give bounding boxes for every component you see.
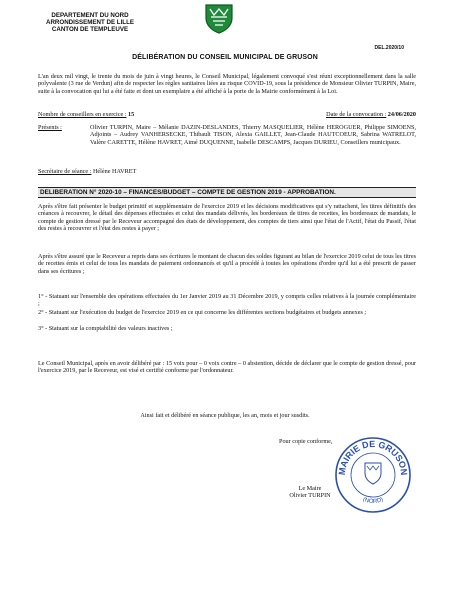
svg-text:(NORD): (NORD) [361,496,385,506]
department-label: DEPARTEMENT DU NORD [51,12,129,19]
item-2: 2° - Statuant sur l'exécution du budget de l'exercice 2019 en ce qui concerne les différentes sections budgétaires et budgets annexes ; [38,309,367,316]
intro-paragraph: L'an deux mil vingt, le trente du mois de juin à vingt heures, le Conseil Municipal, légalement convoqué s'est réuni exceptionnellement dans la salle polyvalente (3 rue de Verdun) afin de respecter les règles sanitaires liées au risque COVID-19, sous la présidence de Monsieur Olivier TURPIN, Maire, suite à la convocation qui lui a été faite et dont un exemplaire a été affiché à la porte de la Mairie conformément à la Loi. [38,73,416,95]
secretary-label: Secrétaire de séance : [38,168,92,175]
stamp-crest-icon [365,463,381,484]
presents-list: Olivier TURPIN, Maire – Mélanie DAZIN-DESLANDES, Thierry MASQUELIER, Hélène HEROGUER, Philippe SIMOENS, Adjoints – Audrey VANHERSECKE, Thibault TISON, Alexia GAILLET, Jean-Claude HAUTCOEUR, Sabrina WATRELOT, Valère CARETTE, Hélène HAVRET, Aimé DUQUENNE, Isabelle DESCAMPS, Jacques DURIEU, Conseillers municipaux. [90,124,416,146]
secretary-line [38,168,416,175]
deliberation-title: DELIBERATION N° 2020-10 – FINANCES/BUDGET – COMPTE DE GESTION 2019 - APPROBATION. [38,187,416,198]
item-3: 3° - Statuant sur la comptabilité des valeurs inactives ; [38,325,173,332]
reference-number: DEL.2020/10 [374,45,404,51]
mairie-stamp [333,435,413,515]
signature-name: Olivier TURPIN [289,492,331,500]
convocation-date-value: 24/06/2020 [387,111,416,118]
convocation-date-label: Date de la convocation : [326,111,387,118]
item-1: 1° - Statuant sur l'ensemble des opérations effectuées du 1er Janvier 2019 au 31 Décembre 2019, y compris celles relatives à la journée complémentaire ; [38,293,416,308]
signature-role: Le Maire [298,485,322,492]
copy-statement: Pour copie conforme, [279,438,333,445]
document-title: DÉLIBÉRATION DU CONSEIL MUNICIPAL DE GRUSON [132,54,318,61]
convocation-date [326,111,416,118]
presents-label: Présents : [38,124,62,131]
paragraph-budget: Après s'être fait présenter le budget primitif et supplémentaire de l'exercice 2019 et les décisions modificatives qui s'y rattachent, les titres définitifs des créances à recouvrer, le détail des dépenses effectuées et celui des mandats délivrés, les bordereaux de titres de recettes, les bordereaux de mandats, le compte de gestion dressé par le Receveur accompagné des états de développement, des comptes de tiers ainsi que l'état de l'Actif, l'état du Passif, l'état des restes à recouvrer et l'état des restes à payer ; [38,203,416,233]
conclusion-paragraph: Le Conseil Municipal, après en avoir délibéré par : 15 voix pour – 0 voix contre – 0 abstention, décide de déclarer que le compte de gestion dressé, pour l'exercice 2019, par le Receveur, est visé et certifié conforme par l'ordonnateur. [38,360,416,375]
svg-text:MAIRIE DE GRUSON: MAIRIE DE GRUSON [336,438,410,476]
arrondissement-label: ARRONDISSEMENT DE LILLE [45,19,134,27]
coat-of-arms-icon [203,2,235,34]
secretary-name: Hélène HAVRET [92,168,137,175]
members-count-value: 15 [128,111,135,118]
letterhead [40,12,140,34]
closing-line: Ainsi fait et délibéré en séance publique, les an, mois et jour susdits. [140,412,310,419]
canton-label: CANTON DE TEMPLEUVE [51,26,129,34]
paragraph-receveur: Après s'être assuré que le Receveur a repris dans ses écritures le montant de chacun des soldes figurant au bilan de l'exercice 2019 celui de tous les titres de recettes émis et celui de tous les mandats de paiement ordonnancés et qu'il a procédé à toutes les opérations d'ordre qu'il lui a été prescrit de passer dans ses écritures ; [38,253,416,275]
members-count-label: Nombre de conseillers en exercice : [38,111,127,118]
